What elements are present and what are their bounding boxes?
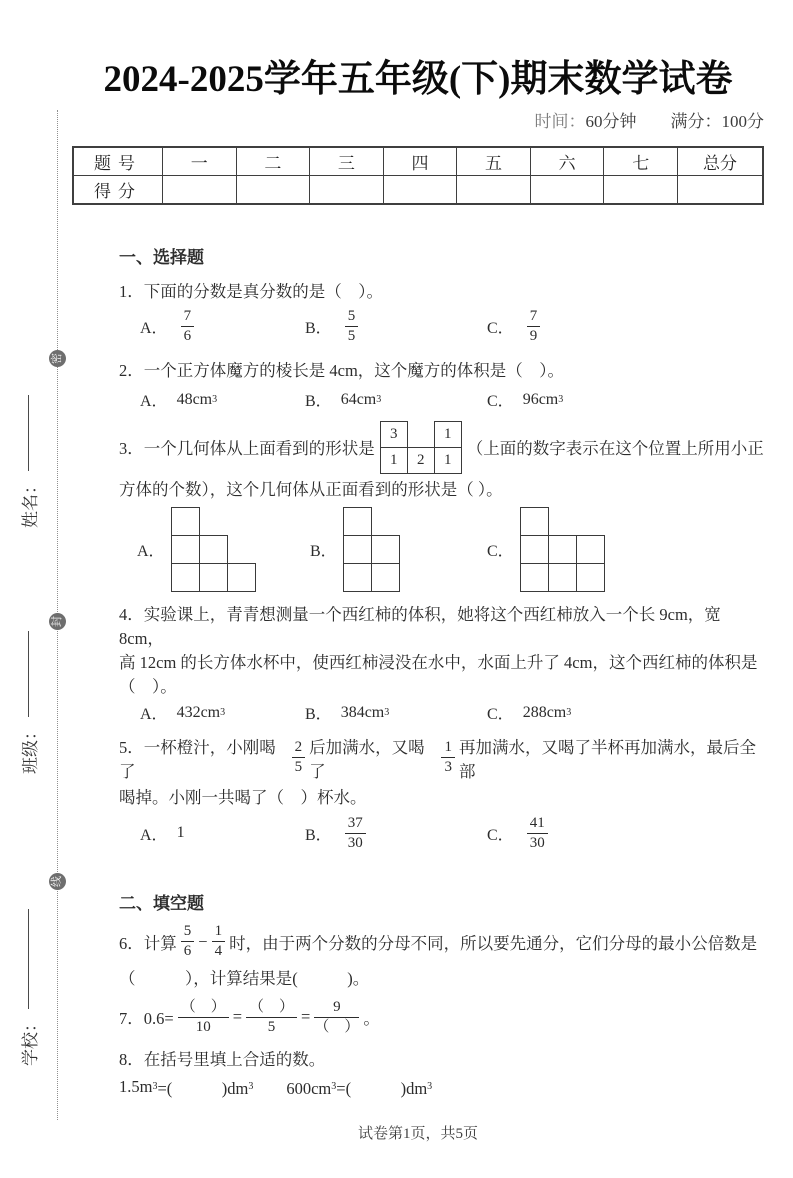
question-line	[119, 921, 764, 963]
score-cell	[383, 176, 457, 205]
fraction	[292, 739, 306, 777]
grid-cell	[371, 563, 399, 591]
question-line: 1.5m 3 =( )dm 3 600cm 3 =( )dm 3	[119, 1076, 433, 1098]
grid-cell	[227, 507, 255, 535]
question	[119, 734, 764, 855]
name-label: 姓名：	[20, 477, 40, 528]
exam-content	[72, 56, 764, 1101]
options-row	[119, 813, 764, 855]
text-run: 96cm	[522, 390, 559, 408]
question-line	[119, 355, 764, 384]
grid-cell	[520, 563, 548, 591]
exam-meta	[72, 107, 764, 132]
grid-cell	[227, 535, 255, 563]
text-run: =( )dm	[336, 1078, 428, 1098]
option-label: B．	[305, 826, 332, 844]
fraction	[246, 999, 297, 1037]
option-label: B．	[305, 320, 332, 338]
seal-char-mi: 密	[49, 350, 66, 367]
text-run: 288cm	[522, 703, 567, 721]
text-run: 384cm	[340, 703, 385, 721]
score-table-header-cell: 七	[604, 147, 678, 176]
fraction	[178, 999, 229, 1037]
grid-cell	[407, 421, 434, 447]
score-cell	[530, 176, 604, 205]
class-blank-line	[28, 631, 29, 717]
fraction-numerator: （ ）	[178, 999, 229, 1018]
text-run: 1	[176, 824, 185, 842]
option	[140, 306, 305, 348]
fraction-numerator: （ ）	[246, 999, 297, 1018]
shape-option	[137, 507, 310, 592]
answer-shape	[171, 507, 256, 592]
score-table-header-cell: 五	[457, 147, 531, 176]
fraction	[314, 999, 359, 1037]
option-label: C．	[487, 320, 514, 338]
class-field	[18, 604, 38, 774]
section-multiple-choice	[119, 246, 764, 854]
question-line	[119, 997, 764, 1039]
question-line	[119, 474, 764, 503]
question-line	[119, 734, 764, 782]
grid-cell	[371, 535, 399, 563]
text-run: =	[301, 1007, 311, 1027]
score-table-corner: 题号	[73, 147, 163, 176]
question	[119, 1043, 764, 1101]
fraction	[345, 815, 366, 853]
text-run: 600cm	[253, 1078, 332, 1098]
fraction	[527, 815, 548, 853]
score-table	[72, 146, 764, 205]
fraction-denominator: 6	[183, 943, 192, 960]
option-label: A．	[137, 542, 165, 560]
score-row-label: 得分	[73, 176, 163, 205]
time-label: 时间：	[534, 112, 586, 131]
fraction-numerator: 7	[181, 308, 195, 327]
text-run: 时，由于两个分数的分母不同，所以要先通分，它们分母的最小公倍数是	[229, 933, 758, 953]
question	[119, 275, 764, 348]
fraction	[181, 308, 195, 346]
score-cell	[236, 176, 310, 205]
option: B． 384cm 3	[305, 699, 487, 727]
fraction-numerator: 1	[212, 923, 226, 942]
text-run: 再加满水，又喝了半杯再加满水，最后全部	[458, 737, 756, 781]
text-run: 64cm	[340, 390, 377, 408]
school-label: 学校：	[20, 1015, 40, 1066]
seal-char-feng: 封	[49, 613, 66, 630]
grid-cell	[343, 563, 371, 591]
grid-cell	[548, 507, 576, 535]
questions-area	[72, 246, 764, 1101]
score-table-header-cell: 三	[310, 147, 384, 176]
shape-option	[310, 507, 487, 592]
grid-cell	[199, 563, 227, 591]
fraction-numerator: 9	[314, 999, 359, 1018]
score-table-header-cell: 总分	[678, 147, 764, 176]
fraction-numerator: 2	[292, 739, 306, 758]
answer-shape	[343, 507, 400, 592]
grid-cell: 3	[380, 421, 407, 447]
fraction-denominator: 9	[529, 328, 538, 345]
text-run: 喝掉。小刚一共喝了（ ）杯水。	[119, 788, 367, 807]
option-label: C．	[487, 393, 514, 410]
grid-cell	[371, 507, 399, 535]
grid-cell	[520, 535, 548, 563]
score-table-header-cell: 六	[530, 147, 604, 176]
options-row	[119, 699, 764, 727]
text-run: 432cm	[176, 703, 221, 721]
question	[119, 421, 764, 592]
score-table-header-cell: 一	[163, 147, 237, 176]
fraction-denominator: 30	[347, 834, 363, 851]
option-label: A．	[140, 393, 168, 410]
fraction-denominator: 4	[214, 943, 223, 960]
question-line	[119, 601, 764, 649]
text-run: 5．一杯橙汁，小刚喝了	[119, 737, 276, 781]
option	[140, 813, 305, 855]
text-run: =	[232, 1007, 243, 1027]
exam-page	[0, 56, 793, 1178]
time-value: 60分钟	[585, 112, 637, 131]
text-run: 高 12cm 的长方体水杯中，使西红柿浸没在水中，水面上升了 4cm，这个西红柿的体积是（ ）。	[119, 652, 758, 696]
option-label: B．	[305, 706, 332, 723]
question-line	[119, 782, 764, 811]
grid-cell	[199, 535, 227, 563]
question-line	[119, 275, 764, 304]
text-run: 1.5m	[119, 1076, 153, 1096]
school-field	[18, 886, 38, 1066]
score-cell	[310, 176, 384, 205]
seal-char-xian: 线	[49, 873, 66, 890]
option: B． 64cm 3	[305, 386, 487, 414]
text-run: 后加满水，又喝了	[309, 737, 425, 781]
option-label: C．	[487, 706, 514, 723]
option-label: B．	[310, 542, 337, 560]
question	[119, 601, 764, 727]
option	[305, 813, 487, 855]
grid-cell	[227, 563, 255, 591]
page-footer: 试卷第1页，共5页	[357, 1126, 478, 1142]
shape-options-row	[119, 507, 764, 592]
option: A． 432cm 3	[140, 699, 305, 727]
fraction-numerator: 37	[345, 815, 366, 834]
options-row	[119, 386, 764, 414]
class-label: 班级：	[20, 723, 40, 774]
question-line	[119, 963, 764, 992]
fraction-numerator: 7	[527, 308, 541, 327]
option-label: A．	[140, 706, 168, 723]
grid-cell	[576, 507, 604, 535]
fraction	[345, 308, 359, 346]
question	[119, 355, 764, 414]
fraction-denominator: 5	[294, 759, 303, 775]
fraction	[441, 739, 455, 777]
text-run: 6．计算	[119, 933, 177, 953]
text-run: 1．下面的分数是真分数的是（ ）。	[119, 281, 383, 301]
text-run: （ ），计算结果是( )。	[119, 969, 370, 988]
fraction-denominator: 10	[195, 1018, 211, 1035]
text-run: 3．一个几何体从上面看到的形状是	[119, 439, 375, 458]
grid-cell	[548, 563, 576, 591]
score-cell	[604, 176, 678, 205]
grid-cell	[199, 507, 227, 535]
section-heading: 二、填空题	[119, 894, 204, 913]
school-blank-line	[28, 909, 29, 1009]
question	[119, 997, 764, 1039]
text-run: =( )dm	[157, 1078, 249, 1098]
grid-cell	[520, 507, 548, 535]
text-run: 4．实验课上，青青想测量一个西红柿的体积，她将这个西红柿放入一个长 9cm，宽 8cm，	[119, 604, 725, 648]
fraction-numerator: 41	[527, 815, 548, 834]
fraction-denominator: 3	[444, 759, 452, 775]
score-cell	[678, 176, 764, 205]
option-label: C．	[487, 826, 514, 844]
grid-cell: 1	[380, 447, 407, 473]
option-label: B．	[305, 393, 332, 410]
question-line	[119, 421, 764, 474]
option	[305, 306, 487, 348]
text-run: 方体的个数），这个几何体从正面看到的形状是（ ）。	[119, 480, 503, 499]
fraction-denominator: 6	[183, 328, 192, 345]
option-label: A．	[140, 826, 168, 844]
grid-cell	[171, 563, 199, 591]
grid-cell: 1	[434, 421, 461, 447]
fraction-numerator: 5	[181, 923, 195, 942]
option-label: A．	[140, 320, 168, 338]
fraction-denominator: 5	[347, 328, 356, 345]
grid-cell	[548, 535, 576, 563]
name-field	[18, 358, 38, 528]
exam-title: 2024-2025学年五年级(下)期末数学试卷	[103, 59, 733, 100]
fraction-denominator: （ ）	[314, 1018, 360, 1035]
full-score-value: 100分	[721, 112, 764, 131]
grid-cell	[171, 535, 199, 563]
grid-cell	[343, 507, 371, 535]
text-run: 8．在括号里填上合适的数。	[119, 1049, 326, 1069]
name-blank-line	[28, 395, 29, 471]
score-cell	[457, 176, 531, 205]
option	[487, 813, 552, 855]
score-table-header-cell: 二	[236, 147, 310, 176]
question-list	[119, 275, 764, 854]
text-run: 7．0.6=	[119, 1009, 174, 1029]
grid-cell	[576, 563, 604, 591]
top-view-grid	[380, 421, 462, 474]
fraction	[181, 923, 195, 961]
fraction	[212, 923, 226, 961]
question-list	[119, 921, 764, 1101]
text-run: 48cm	[176, 390, 213, 408]
score-table-header-cell: 四	[383, 147, 457, 176]
fraction	[527, 308, 541, 346]
grid-cell: 1	[434, 447, 461, 473]
fraction-denominator: 30	[529, 834, 545, 851]
option: A． 48cm 3	[140, 386, 305, 414]
text-run: 。	[363, 1009, 380, 1029]
shape-option	[487, 507, 605, 592]
text-run: 2．一个正方体魔方的棱长是 4cm，这个魔方的体积是（ ）。	[119, 361, 565, 380]
question-line	[119, 1043, 764, 1072]
text-run: −	[198, 931, 208, 951]
fraction-numerator: 5	[345, 308, 359, 327]
fraction-denominator: 5	[267, 1018, 276, 1035]
section-fill-in-blank	[119, 892, 764, 1101]
text-run: （上面的数字表示在这个位置上所用小正	[466, 439, 764, 458]
answer-shape	[520, 507, 605, 592]
score-cell	[163, 176, 237, 205]
question-line	[119, 649, 764, 697]
option: C． 288cm 3	[487, 699, 571, 727]
option-label: C．	[487, 542, 514, 560]
option: C． 96cm 3	[487, 386, 563, 414]
grid-cell	[576, 535, 604, 563]
option	[487, 306, 544, 348]
grid-cell	[343, 535, 371, 563]
fraction-numerator: 1	[441, 739, 455, 758]
options-row	[119, 306, 764, 348]
section-heading: 一、选择题	[119, 248, 204, 267]
full-score-label: 满分：	[670, 112, 722, 131]
question	[119, 921, 764, 992]
grid-cell: 2	[407, 447, 434, 473]
grid-cell	[171, 507, 199, 535]
